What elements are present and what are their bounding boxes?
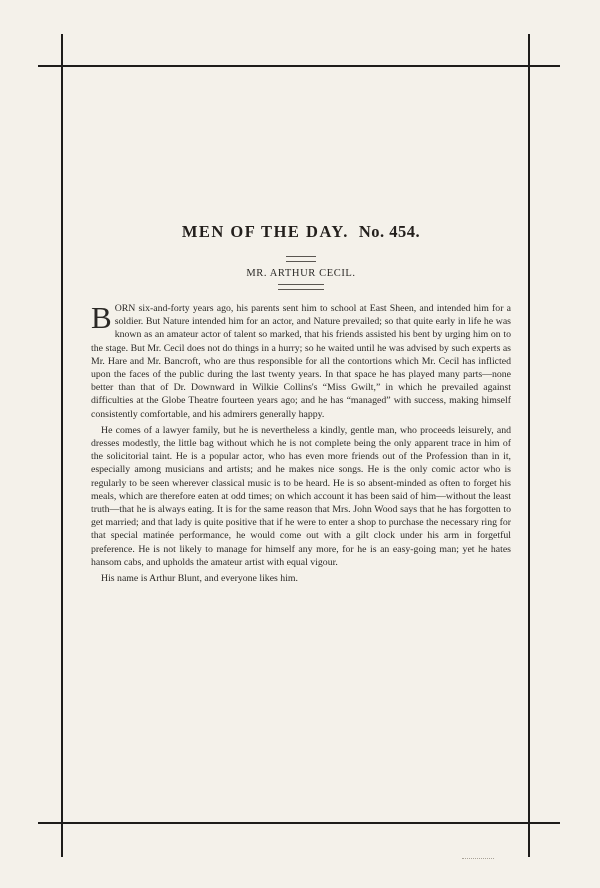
- page-content: [91, 222, 511, 588]
- series-title: MEN OF THE DAY.: [181, 222, 349, 241]
- page-title: [91, 222, 511, 242]
- frame-rule-bottom: [38, 822, 560, 824]
- article-body: [91, 302, 511, 585]
- title-divider: [286, 256, 316, 262]
- paragraph-1: [91, 302, 511, 421]
- subject-divider: [278, 284, 324, 290]
- subject-heading: MR. ARTHUR CECIL.: [246, 268, 356, 279]
- frame-rule-top: [38, 65, 560, 67]
- paragraph-1-text: ORN six-and-forty years ago, his parents sent him to school at East Sheen, and intended him for a soldier. But Nature intended him for an actor, and Nature prevailed; so that quite early in life he was known as an amateur actor of talent so marked, that his friends assisted his bent by urging him on to the stage. But Mr. Cecil does not do things in a hurry; so he waited until he was advised by such experts as Mr. Hare and Mr. Bancroft, who are thus responsible for all the contortions which Mr. Cecil has inflicted upon the faces of the public during the last twenty years. In that space he has played many parts—none better than that of Dr. Downward in Wilkie Collins's “Miss Gwilt,” in which he prevailed against difficulties at the Globe Theatre fourteen years ago; and he has “managed” with success, making himself consistently comfortable, and his admirers generally happy.: [91, 303, 511, 420]
- paper-smudge: [462, 858, 494, 861]
- frame-rule-right: [528, 34, 530, 857]
- paragraph-2: He comes of a lawyer family, but he is nevertheless a kindly, gentle man, who proceeds leisurely, and dresses modestly, the little bag without which he is not complete being the only apparent trace in him of the solicitorial taint. He is a popular actor, who has even more friends out of the Profession than in it, especially among musicians and artists; and he makes nice songs. He is the only comic actor who is regularly to be seen wherever classical music is to be heard. He is so absent-minded as often to forget his meals, which are therefore eaten at odd times; on which account it has been said of him—without the least truth—that he is always eating. It is for the same reason that Mrs. John Wood says that he has forgotten to get married; and that lady is quite positive that if he were to enter a shop to purchase the necessary ring for that special matinée performance, he would come out with a gilt clock under his arm in forgetful preference. He is not likely to manage for himself any more, for he is an easy-going man; yet he hates hansom cabs, and upholds the amateur artist with equal vigour.: [91, 424, 511, 568]
- paragraph-3: His name is Arthur Blunt, and everyone likes him.: [101, 573, 298, 585]
- issue-number: No. 454.: [358, 222, 421, 241]
- frame-rule-left: [61, 34, 63, 857]
- drop-cap: B: [91, 300, 112, 335]
